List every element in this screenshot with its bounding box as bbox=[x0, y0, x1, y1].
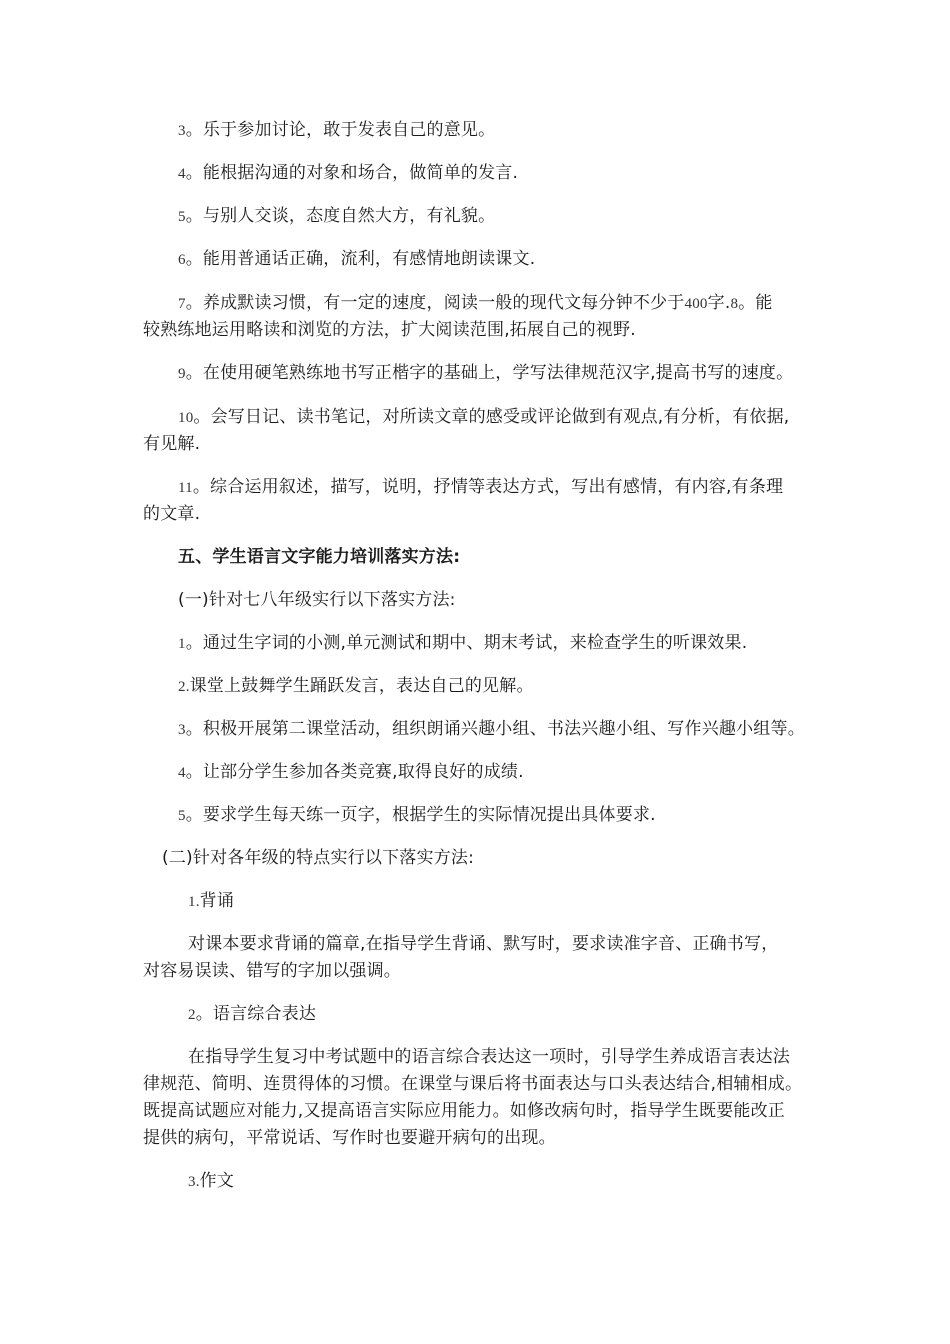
paragraph-line: 既提高试题应对能力,又提高语言实际应用能力。如修改病句时，指导学生既要能改正 bbox=[143, 1101, 786, 1121]
subsection-heading-1: (一)针对七八年级实行以下落实方法: bbox=[178, 590, 456, 610]
item-number: 4 bbox=[178, 166, 186, 182]
item-number: 3 bbox=[178, 123, 186, 139]
item-number: 6 bbox=[178, 252, 186, 268]
item-3 bbox=[178, 118, 495, 143]
item-number: 5 bbox=[178, 808, 186, 824]
item-number: 10 bbox=[178, 410, 194, 426]
item-text: 。综合运用叙述，描写，说明，抒情等表达方式，写出有感情，有内容,有条理 bbox=[192, 477, 784, 497]
item-text: 。养成默读习惯，有一定的速度，阅读一般的现代文每分钟不少于 bbox=[185, 293, 685, 313]
item-number: 1 bbox=[178, 636, 186, 652]
method-item-1 bbox=[178, 631, 747, 656]
item-9 bbox=[178, 361, 793, 386]
item-number: 4 bbox=[178, 765, 186, 781]
item-text: 。在使用硬笔熟练地书写正楷字的基础上，学写法律规范汉字,提高书写的速度。 bbox=[185, 363, 794, 383]
item-text: 背诵 bbox=[199, 891, 235, 911]
item-text: 字. bbox=[707, 293, 731, 313]
item-text: 作文 bbox=[199, 1171, 235, 1191]
item-text: 。让部分学生参加各类竞赛,取得良好的成绩. bbox=[185, 762, 524, 782]
item-number: 2 bbox=[188, 1007, 196, 1023]
item-text: 。语言综合表达 bbox=[195, 1004, 317, 1024]
item-number: 2. bbox=[178, 679, 190, 695]
sub-heading-composition bbox=[188, 1169, 234, 1194]
item-text: 。乐于参加讨论，敢于发表自己的意见。 bbox=[185, 120, 496, 140]
paragraph-line: 对容易误读、错写的字加以强调。 bbox=[143, 961, 401, 981]
paragraph-line: 律规范、简明、连贯得体的习惯。在课堂与课后将书面表达与口头表达结合,相辅相成。 bbox=[143, 1074, 803, 1094]
method-item-2 bbox=[178, 674, 534, 699]
sub-heading-expression bbox=[188, 1002, 316, 1027]
item-number: 8 bbox=[730, 296, 739, 312]
item-7-continuation: 较熟练地运用略读和浏览的方法，扩大阅读范围,拓展自己的视野. bbox=[143, 320, 636, 340]
item-11-continuation: 的文章. bbox=[143, 504, 201, 524]
method-item-4 bbox=[178, 760, 524, 785]
item-10-continuation: 有见解. bbox=[143, 434, 201, 454]
item-number: 5 bbox=[178, 209, 186, 225]
item-number: 7 bbox=[178, 296, 186, 312]
paragraph-line: 对课本要求背诵的篇章,在指导学生背诵、默写时，要求读准字音、正确书写， bbox=[188, 934, 779, 954]
item-6 bbox=[178, 247, 535, 272]
method-item-5 bbox=[178, 803, 656, 828]
item-text: 。通过生字词的小测,单元测试和期中、期末考试，来检查学生的听课效果. bbox=[185, 633, 748, 653]
item-number: 3. bbox=[188, 1174, 200, 1190]
item-text: 。能 bbox=[738, 293, 773, 313]
paragraph-line: 在指导学生复习中考试题中的语言综合表达这一项时，引导学生养成语言表达法 bbox=[188, 1047, 790, 1067]
item-7 bbox=[178, 291, 773, 316]
item-text: 。积极开展第二课堂活动，组织朗诵兴趣小组、书法兴趣小组、写作兴趣小组等。 bbox=[185, 719, 805, 739]
item-text: 。能根据沟通的对象和场合，做简单的发言. bbox=[185, 163, 519, 183]
item-number: 3 bbox=[178, 722, 186, 738]
item-text: 。要求学生每天练一页字，根据学生的实际情况提出具体要求. bbox=[185, 805, 656, 825]
method-item-3 bbox=[178, 717, 805, 742]
item-number: 9 bbox=[178, 366, 186, 382]
section-heading: 五、学生语言文字能力培训落实方法: bbox=[178, 547, 461, 567]
item-11 bbox=[178, 475, 783, 500]
subsection-heading-2: (二)针对各年级的特点实行以下落实方法: bbox=[162, 848, 474, 868]
inline-number: 400 bbox=[684, 296, 708, 312]
item-4 bbox=[178, 161, 518, 186]
sub-heading-recitation bbox=[188, 889, 234, 914]
item-text: 课堂上鼓舞学生踊跃发言，表达自己的见解。 bbox=[189, 676, 534, 696]
item-text: 。会写日记、读书笔记，对所读文章的感受或评论做到有观点,有分析，有依据, bbox=[193, 407, 790, 427]
item-text: 。能用普通话正确，流利，有感情地朗读课文. bbox=[185, 249, 536, 269]
paragraph-line: 提供的病句，平常说话、写作时也要避开病句的出现。 bbox=[143, 1128, 556, 1148]
item-number: 1. bbox=[188, 894, 200, 910]
item-text: 。与别人交谈，态度自然大方，有礼貌。 bbox=[185, 206, 496, 226]
item-10 bbox=[178, 405, 789, 430]
item-5 bbox=[178, 204, 495, 229]
item-number: 11 bbox=[178, 480, 193, 496]
